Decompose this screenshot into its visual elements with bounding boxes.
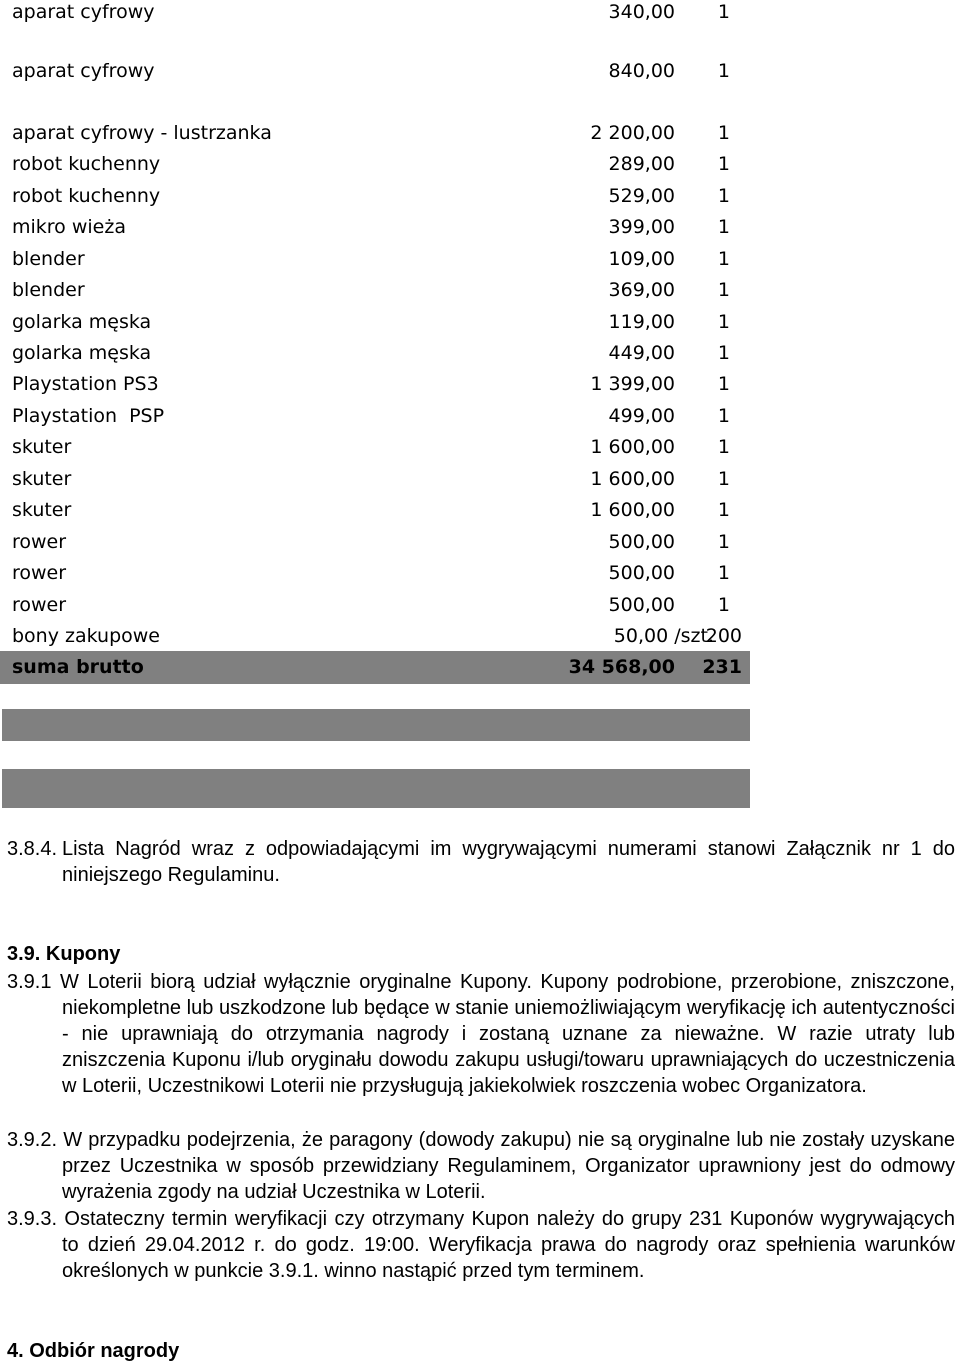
table-row	[0, 56, 750, 87]
table-row-sum	[0, 651, 750, 684]
prize-price: 1 600,00	[590, 468, 675, 490]
table-row	[0, 464, 750, 495]
prize-qty: 1	[717, 185, 730, 207]
prize-name: rower	[12, 594, 67, 616]
sum-price: 34 568,00	[568, 656, 675, 678]
prize-qty: 1	[717, 311, 730, 333]
prize-name: aparat cyfrowy	[12, 1, 155, 23]
table-row	[0, 181, 750, 212]
prize-price: 109,00	[608, 248, 675, 270]
section-3-9-heading: 3.9. Kupony	[7, 943, 121, 965]
table-row	[0, 590, 750, 621]
prize-qty: 1	[717, 594, 730, 616]
section-3-9-3: 3.9.3. Ostateczny termin weryfikacji czy otrzymany Kupon należy do grupy 231 Kuponów wygrywających to dzień 29.04.2012 r. do godz. 19:00. Weryfikacja prawa do nagrody oraz spełnienia warunków określonych w punkcie 3.9.1. winno nastąpić przed tym terminem.	[7, 1208, 955, 1282]
prize-price: 399,00	[608, 216, 675, 238]
prize-name: robot kuchenny	[12, 185, 161, 207]
prize-qty: 1	[717, 216, 730, 238]
prize-price: 500,00	[608, 531, 675, 553]
table-row	[0, 212, 750, 243]
table-row	[0, 118, 750, 149]
prize-qty: 1	[717, 373, 730, 395]
prize-price: 500,00	[608, 562, 675, 584]
prize-name: mikro wieża	[12, 216, 126, 238]
prize-name: robot kuchenny	[12, 153, 161, 175]
prize-price: 2 200,00	[590, 122, 675, 144]
sum-label: suma brutto	[12, 656, 144, 678]
prize-name: rower	[12, 562, 67, 584]
prize-name: golarka męska	[12, 311, 152, 333]
prize-name: bony zakupowe	[12, 625, 161, 647]
prize-name: blender	[12, 279, 85, 301]
section-number: 3.8.4.	[7, 838, 58, 860]
prize-qty: 1	[717, 562, 730, 584]
table-row	[0, 527, 750, 558]
table-row	[0, 0, 750, 28]
prize-qty: 200	[705, 625, 742, 647]
prize-name: aparat cyfrowy - lustrzanka	[12, 122, 272, 144]
table-row	[0, 558, 750, 589]
prize-qty: 1	[717, 248, 730, 270]
section-text: Lista Nagród wraz z odpowiadającymi im wygrywającymi numerami stanowi Załącznik nr 1 do niniejszego Regulaminu.	[62, 838, 955, 886]
prize-price: 50,00 /szt.	[613, 625, 714, 647]
table-row	[0, 244, 750, 275]
prize-price: 499,00	[608, 405, 675, 427]
prize-price: 369,00	[608, 279, 675, 301]
prize-qty: 1	[717, 436, 730, 458]
gray-bar	[2, 769, 750, 808]
table-row	[0, 369, 750, 400]
prize-qty: 1	[717, 405, 730, 427]
table-row	[0, 338, 750, 369]
table-row	[0, 401, 750, 432]
prize-price: 119,00	[608, 311, 675, 333]
prize-name: Playstation PS3	[12, 373, 159, 395]
prize-price: 289,00	[608, 153, 675, 175]
section-3-8-4	[0, 836, 955, 888]
section-3-9-2: 3.9.2. W przypadku podejrzenia, że paragony (dowody zakupu) nie są oryginalne lub nie zostały uzyskane przez Uczestnika w sposób przewidziany Regulaminem, Organizator uprawniony jest do odmowy wyrażenia zgody na udział Uczestnika w Loterii.	[7, 1129, 955, 1203]
section-3-9-1: 3.9.1 W Loterii biorą udział wyłącznie oryginalne Kupony. Kupony podrobione, przerobione, zniszczone, niekompletne lub uszkodzone lub będące w stanie uniemożliwiającym weryfikację ich autentyczności - nie uprawniają do otrzymania nagrody i zostaną uznane za nieważne. W razie utraty lub zniszczenia Kuponu i/lub oryginału dowodu zakupu usługi/towaru uprawniających do uczestniczenia w Loterii, Uczestnikowi Loterii nie przysługują jakiekolwiek roszczenia wobec Organizatora.	[7, 971, 955, 1097]
prize-price: 1 600,00	[590, 499, 675, 521]
prize-price: 1 399,00	[590, 373, 675, 395]
prize-qty: 1	[717, 122, 730, 144]
prize-name: skuter	[12, 436, 72, 458]
prize-name: golarka męska	[12, 342, 152, 364]
prize-price: 840,00	[608, 60, 675, 82]
prize-name: rower	[12, 531, 67, 553]
prize-price: 340,00	[608, 1, 675, 23]
section-4-heading: 4. Odbiór nagrody	[7, 1340, 180, 1362]
prize-price: 500,00	[608, 594, 675, 616]
prize-qty: 1	[717, 1, 730, 23]
prize-qty: 1	[717, 279, 730, 301]
table-row	[0, 432, 750, 463]
prize-name: skuter	[12, 468, 72, 490]
gray-bar	[2, 709, 750, 741]
table-row	[0, 275, 750, 306]
prize-qty: 1	[717, 468, 730, 490]
prize-name: Playstation PSP	[12, 405, 165, 427]
prize-qty: 1	[717, 531, 730, 553]
prize-qty: 1	[717, 60, 730, 82]
prize-price: 529,00	[608, 185, 675, 207]
prize-name: blender	[12, 248, 85, 270]
prize-price: 449,00	[608, 342, 675, 364]
prize-price: 1 600,00	[590, 436, 675, 458]
sum-qty: 231	[702, 656, 742, 678]
table-row	[0, 495, 750, 526]
table-row-bony	[0, 621, 750, 652]
prize-name: aparat cyfrowy	[12, 60, 155, 82]
prize-qty: 1	[717, 499, 730, 521]
prize-qty: 1	[717, 153, 730, 175]
table-row	[0, 307, 750, 338]
prize-name: skuter	[12, 499, 72, 521]
prize-qty: 1	[717, 342, 730, 364]
table-row	[0, 149, 750, 180]
